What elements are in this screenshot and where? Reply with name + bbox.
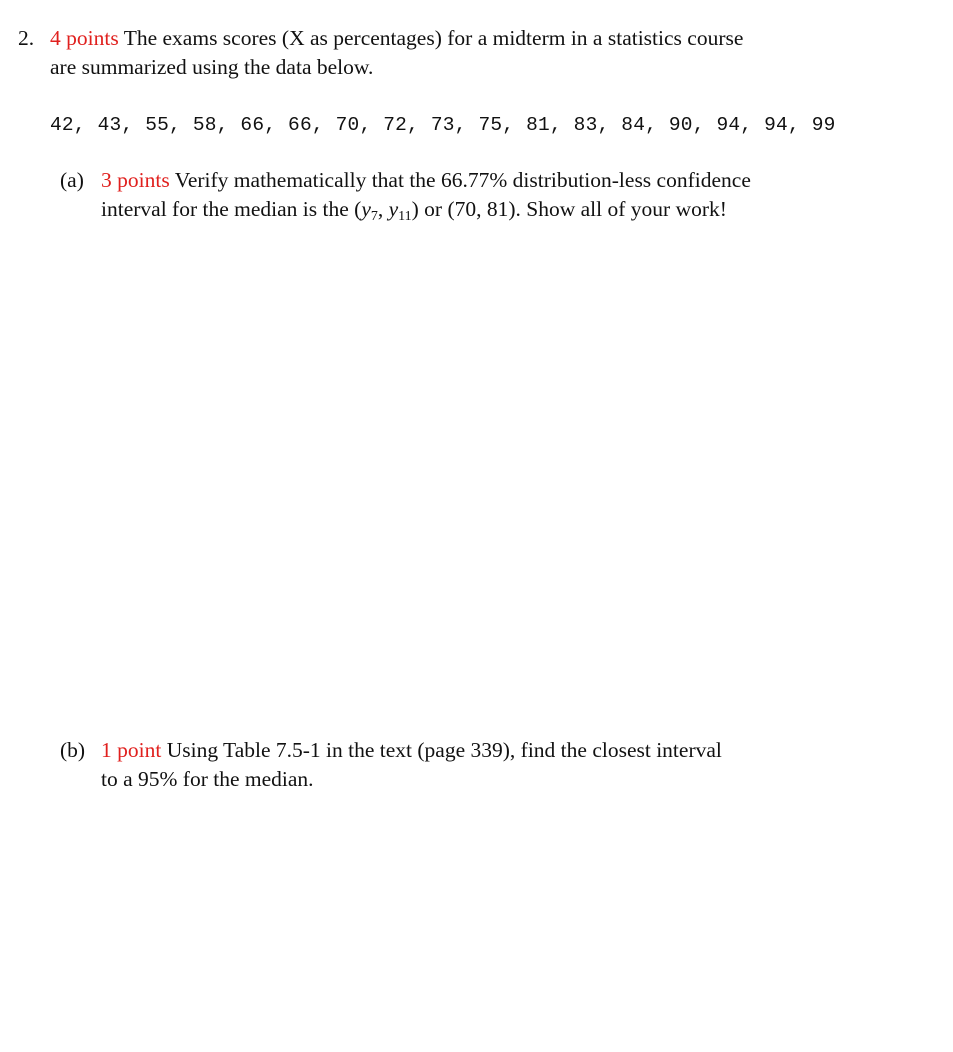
part-a-line2-suffix: ) or (70, 81). Show all of your work!: [411, 197, 727, 221]
question-text-line-1: The exams scores (X as percentages) for a midterm in a statistics course: [123, 26, 744, 50]
part-b-answer-space[interactable]: [101, 802, 861, 1042]
part-a-text-line-1: Verify mathematically that the 66.77% distribution-less confidence: [174, 168, 751, 192]
question-points: 4 points: [50, 26, 119, 50]
part-a-line2-prefix: interval for the median is the (: [101, 197, 362, 221]
part-b-label: (b): [60, 738, 86, 762]
question-number: 2.: [18, 26, 35, 50]
y7-variable: y: [361, 197, 371, 221]
y7-subscript: 7: [370, 209, 378, 224]
part-b-text-line-1: Using Table 7.5-1 in the text (page 339), find the closest interval: [166, 738, 722, 762]
math-comma: ,: [377, 197, 389, 221]
question-line-1: [50, 24, 743, 53]
y11-variable: y: [388, 197, 399, 221]
data-values: 42, 43, 55, 58, 66, 66, 70, 72, 73, 75, 81, 83, 84, 90, 94, 94, 99: [50, 114, 836, 136]
part-b-text-line-2: to a 95% for the median.: [101, 767, 314, 791]
part-a-answer-space[interactable]: [101, 232, 861, 722]
part-b-points: 1 point: [101, 738, 162, 762]
y11-subscript: 11: [398, 209, 412, 224]
part-a-line-1: [101, 166, 751, 195]
part-a-label: (a): [60, 168, 84, 192]
part-a-line-2: [101, 195, 727, 231]
part-a-points: 3 points: [101, 168, 170, 192]
question-text-line-2: are summarized using the data below.: [50, 55, 374, 79]
part-b-line-1: [101, 736, 722, 765]
